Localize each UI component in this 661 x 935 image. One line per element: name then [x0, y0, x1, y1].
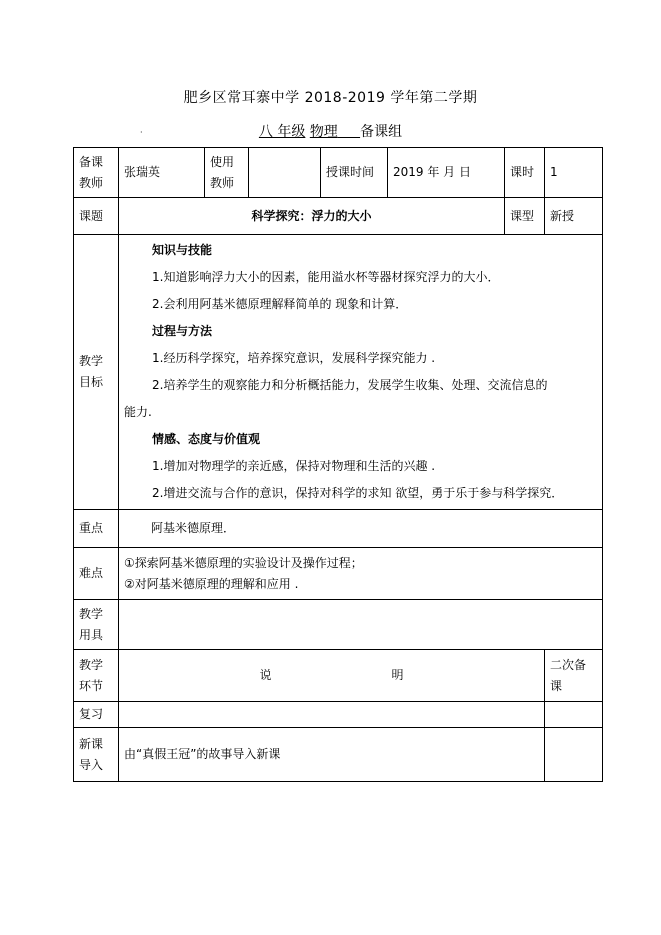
second-prep-label: 二次备课 [545, 650, 603, 702]
review-second [545, 702, 603, 728]
desc-right: 明 [391, 668, 404, 682]
difficulty-line: ①探索阿基米德原理的实验设计及操作过程； [124, 555, 363, 570]
objectives-content [119, 235, 603, 510]
objective-item-continued: 能力. [124, 405, 152, 419]
topic-row [74, 198, 603, 235]
time-label: 授课时间 [321, 148, 388, 198]
subject-underline [338, 124, 360, 140]
steps-description-header [119, 650, 545, 702]
objective-item: 2.会利用阿基米德原理解释简单的 现象和计算． [152, 297, 408, 311]
key-point-label: 重点 [74, 510, 119, 548]
group-label: 备课组 [360, 124, 403, 140]
intro-value: 由“真假王冠”的故事导入新课 [119, 728, 545, 782]
period-label: 课时 [505, 148, 545, 198]
intro-second [545, 728, 603, 782]
objective-heading-process: 过程与方法 [152, 324, 213, 338]
steps-header-row [74, 650, 603, 702]
page-title: 肥乡区常耳寨中学 2018-2019 学年第二学期 [183, 90, 478, 106]
lesson-plan-table [73, 147, 603, 782]
user-label: 使用教师 [205, 148, 249, 198]
objective-heading-attitude: 情感、态度与价值观 [152, 432, 261, 446]
objective-item: 1.经历科学探究，培养探究意识，发展科学探究能力 . [152, 351, 436, 365]
type-label: 课型 [505, 198, 545, 235]
key-point-row [74, 510, 603, 548]
tools-row [74, 600, 603, 650]
review-label: 复习 [74, 702, 119, 728]
difficulty-value [119, 548, 603, 600]
intro-row [74, 728, 603, 782]
difficulty-row [74, 548, 603, 600]
tools-label: 教学用具 [74, 600, 119, 650]
objective-item: 1.增加对物理学的亲近感，保持对物理和生活的兴趣 . [152, 459, 436, 473]
grade-label: 八 年级 [258, 124, 306, 140]
stray-dot: · [140, 128, 143, 137]
intro-label: 新课导入 [74, 728, 119, 782]
type-value: 新授 [545, 198, 603, 235]
objectives-label: 教学目标 [74, 235, 119, 510]
time-value: 2019 年 月 日 [388, 148, 505, 198]
topic-label: 课题 [74, 198, 119, 235]
page-subtitle [0, 121, 661, 141]
teacher-label: 备课教师 [74, 148, 119, 198]
key-point-value: 阿基米德原理． [119, 510, 603, 548]
objective-heading-knowledge: 知识与技能 [152, 243, 213, 257]
info-row [74, 148, 603, 198]
difficulty-line: ②对阿基米德原理的理解和应用 . [124, 576, 299, 591]
user-name [249, 148, 321, 198]
objective-item: 2.增进交流与合作的意识，保持对科学的求知 欲望，勇于乐于参与科学探究． [152, 486, 564, 500]
tools-value [119, 600, 603, 650]
review-value [119, 702, 545, 728]
topic-value: 科学探究：浮力的大小 [119, 198, 505, 235]
subject-label: 物理 [309, 124, 338, 140]
objective-item: 1.知道影响浮力大小的因素，能用溢水杯等器材探究浮力的大小． [152, 270, 500, 284]
objective-item: 2.培养学生的观察能力和分析概括能力，发展学生收集、处理、交流信息的 [152, 378, 548, 392]
desc-left: 说 [259, 668, 272, 682]
review-row [74, 702, 603, 728]
steps-label: 教学环节 [74, 650, 119, 702]
difficulty-label: 难点 [74, 548, 119, 600]
objectives-row [74, 235, 603, 510]
teacher-name: 张瑞英 [119, 148, 205, 198]
period-value: 1 [545, 148, 603, 198]
